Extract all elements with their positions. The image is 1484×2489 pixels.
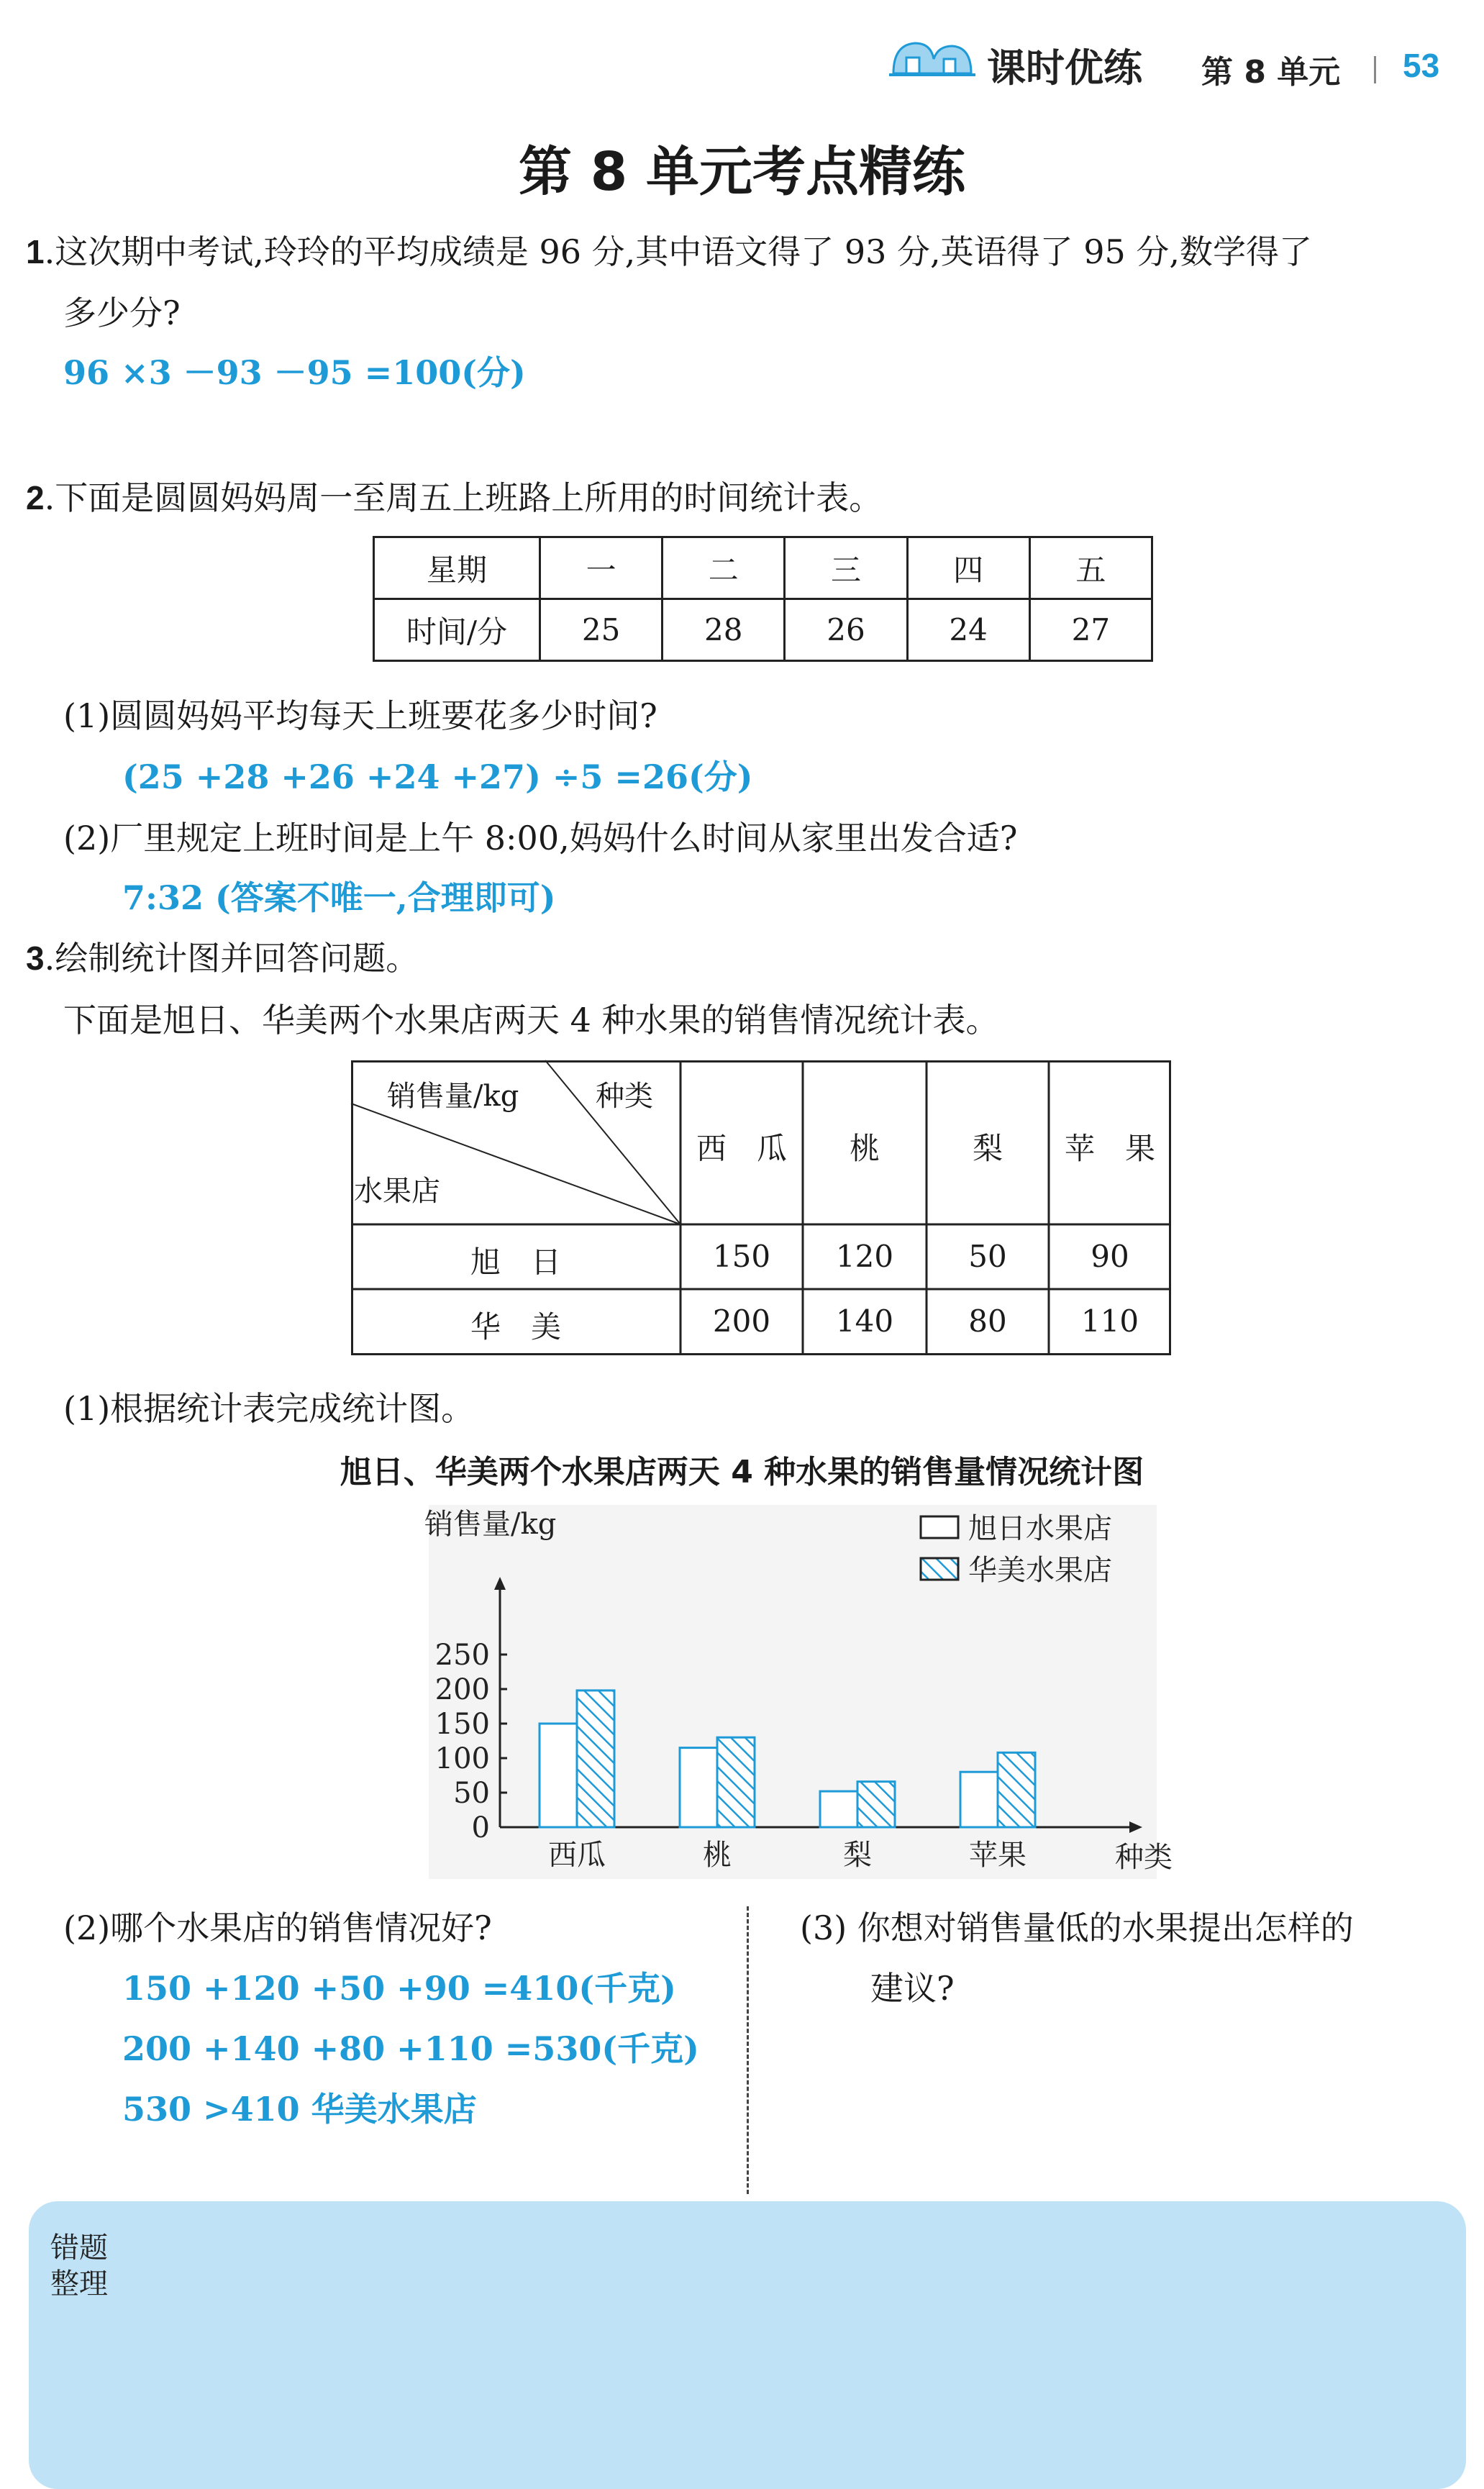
legend-label: 华美水果店	[968, 1554, 1112, 1587]
y-tick-label: 250	[434, 1639, 490, 1672]
table-cell: 200	[712, 1303, 771, 1339]
answer-1: 96 ×3 －93 －95 =100(分)	[63, 353, 526, 392]
question-1-line2: 多少分?	[63, 294, 181, 332]
table-cell: 50	[968, 1239, 1007, 1274]
table-header-cell: 一	[540, 537, 663, 599]
y-axis-arrow	[494, 1577, 506, 1590]
legend-swatch	[921, 1516, 958, 1538]
table-cell: 90	[1091, 1239, 1129, 1274]
legend-swatch	[921, 1558, 958, 1580]
table-header-cell: 五	[1029, 537, 1152, 599]
bar-huamei	[577, 1691, 614, 1827]
y-tick-label: 50	[453, 1777, 490, 1810]
page-title: 第 8 单元考点精练	[518, 141, 965, 203]
bar-xuri	[680, 1748, 717, 1827]
column-header: 梨	[972, 1131, 1003, 1166]
table-cell: 110	[1080, 1303, 1139, 1339]
bar-xuri	[960, 1772, 998, 1827]
header-logo-icon	[886, 30, 980, 81]
column-divider	[747, 1906, 749, 2194]
row-store-label: 华 美	[470, 1309, 561, 1344]
question-3-1: (1)根据统计表完成统计图。	[63, 1389, 475, 1428]
x-axis-label: 种类	[1115, 1841, 1173, 1874]
fruit-sales-table	[351, 1060, 1171, 1355]
commute-time-table	[373, 536, 1153, 662]
chart-title: 旭日、华美两个水果店两天 4 种水果的销售量情况统计图	[340, 1454, 1144, 1491]
answer-2-1: (25 +28 +26 +24 +27) ÷5 =26(分)	[122, 757, 753, 796]
bar-huamei	[998, 1752, 1035, 1827]
x-tick-label: 梨	[843, 1839, 872, 1872]
table-header-cell: 二	[663, 537, 785, 599]
answer-3-2-line2: 200 +140 +80 +110 =530(千克)	[122, 2029, 699, 2068]
table-cell: 26	[785, 599, 907, 661]
table-cell: 27	[1029, 599, 1152, 661]
series-title: 课时优练	[987, 45, 1142, 91]
table-cell: 25	[540, 599, 663, 661]
bar-huamei	[857, 1782, 895, 1827]
question-2-2: (2)厂里规定上班时间是上午 8:00,妈妈什么时间从家里出发合适?	[63, 819, 1018, 857]
corner-label-kind: 种类	[596, 1080, 653, 1113]
question-1: 1.这次期中考试,玲玲的平均成绩是 96 分,其中语文得了 93 分,英语得了 95 分,数学得了	[26, 232, 1313, 271]
corner-label-store: 水果店	[354, 1175, 440, 1208]
column-header: 桃	[849, 1131, 880, 1166]
question-3-intro: 下面是旭日、华美两个水果店两天 4 种水果的销售情况统计表。	[63, 1001, 999, 1039]
answer-3-2-line3: 530 >410 华美水果店	[122, 2090, 477, 2129]
x-tick-label: 苹果	[969, 1839, 1026, 1872]
question-3-3-line2: 建议?	[870, 1969, 955, 2008]
question-3-2: (2)哪个水果店的销售情况好?	[63, 1908, 492, 1947]
column-header: 西 瓜	[696, 1131, 787, 1166]
table-cell: 150	[712, 1239, 771, 1274]
corner-label-sales: 销售量/kg	[387, 1080, 519, 1113]
header-divider	[1374, 56, 1376, 83]
question-3: 3.绘制统计图并回答问题。	[26, 939, 419, 978]
bar-huamei	[717, 1737, 755, 1827]
table-cell: 120	[835, 1239, 894, 1274]
table-header-cell: 星期	[374, 537, 540, 599]
y-axis-label: 销售量/kg	[424, 1508, 557, 1541]
question-2-1: (1)圆圆妈妈平均每天上班要花多少时间?	[63, 696, 657, 735]
table-cell: 80	[968, 1303, 1007, 1339]
x-tick-label: 西瓜	[548, 1839, 606, 1872]
y-tick-label: 100	[434, 1742, 490, 1775]
table-header-cell: 四	[907, 537, 1029, 599]
bar-xuri	[540, 1724, 577, 1827]
error-notes-box[interactable]	[29, 2201, 1466, 2489]
x-axis-arrow	[1129, 1821, 1142, 1833]
table-cell: 时间/分	[374, 599, 540, 661]
table-cell: 140	[835, 1303, 894, 1339]
unit-label: 第 8 单元	[1201, 54, 1341, 91]
table-cell: 24	[907, 599, 1029, 661]
sales-bar-chart	[403, 1496, 1173, 1885]
bar-xuri	[820, 1791, 857, 1827]
y-tick-label: 150	[434, 1708, 490, 1741]
page-number: 53	[1403, 47, 1440, 84]
y-tick-label: 200	[434, 1673, 490, 1706]
question-2: 2.下面是圆圆妈妈周一至周五上班路上所用的时间统计表。	[26, 478, 883, 517]
question-3-3: (3) 你想对销售量低的水果提出怎样的	[800, 1908, 1354, 1947]
row-store-label: 旭 日	[470, 1244, 561, 1280]
column-header: 苹 果	[1064, 1131, 1155, 1166]
table-header-cell: 三	[785, 537, 907, 599]
error-notes-label: 错题 整理	[50, 2231, 108, 2301]
x-tick-label: 桃	[703, 1839, 732, 1872]
answer-3-2-line1: 150 +120 +50 +90 =410(千克)	[122, 1969, 676, 2008]
legend-label: 旭日水果店	[968, 1512, 1112, 1545]
table-cell: 28	[663, 599, 785, 661]
y-tick-label: 0	[471, 1811, 490, 1844]
answer-2-2: 7:32 (答案不唯一,合理即可)	[122, 878, 556, 917]
